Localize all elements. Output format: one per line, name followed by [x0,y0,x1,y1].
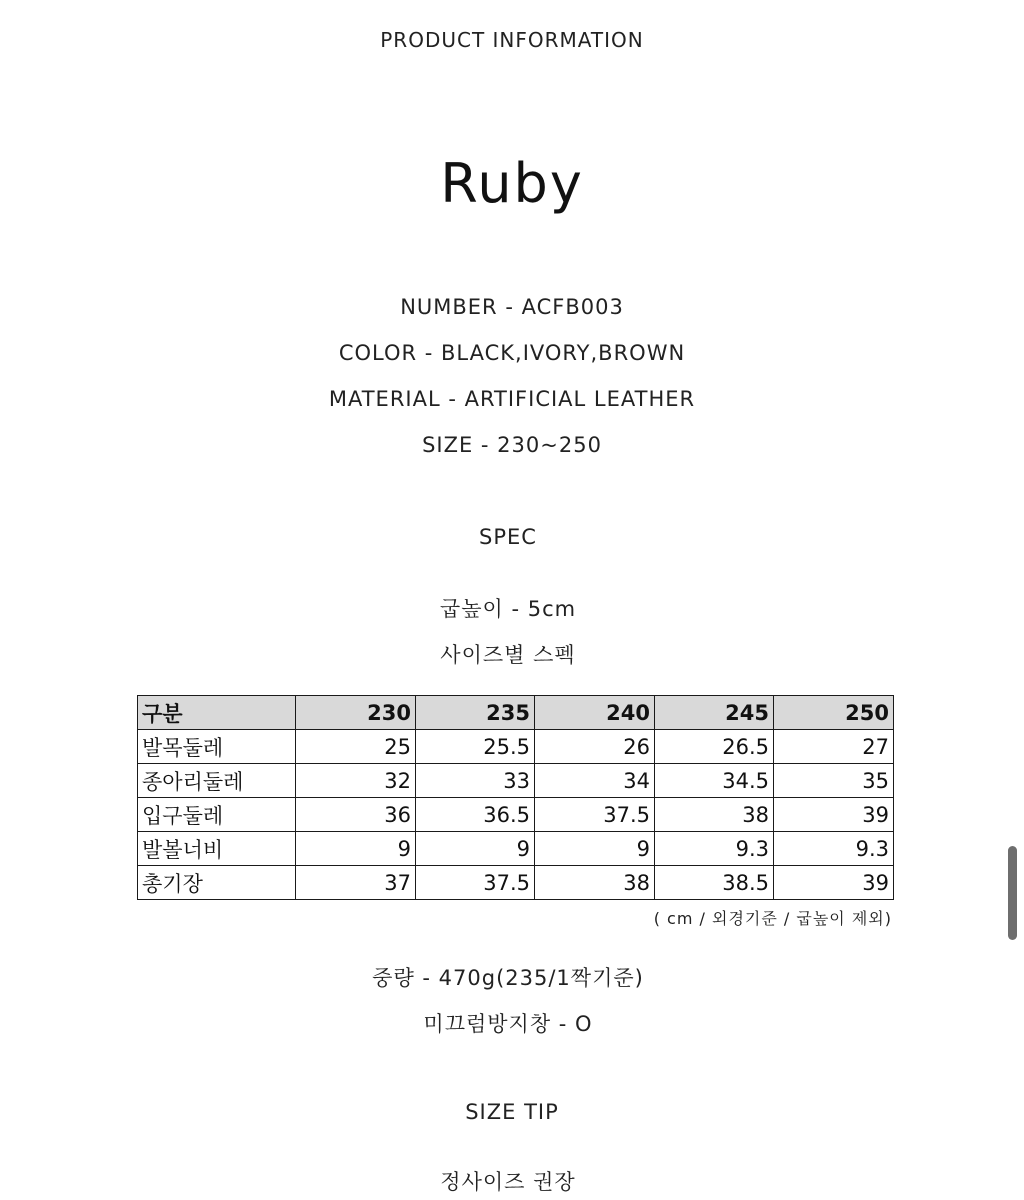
table-cell: 39 [774,866,894,900]
table-cell: 38 [655,798,774,832]
table-cell: 37.5 [416,866,535,900]
table-cell: 27 [774,730,894,764]
table-cell: 33 [416,764,535,798]
table-cell: 32 [296,764,416,798]
table-cell: 26 [535,730,655,764]
table-header-cell: 250 [774,696,894,730]
anti-slip-info: 미끄럼방지창 - O [423,1012,593,1036]
table-header-cell: 230 [296,696,416,730]
table-cell: 발목둘레 [138,730,296,764]
table-cell: 39 [774,798,894,832]
table-row [138,866,894,900]
section-header: PRODUCT INFORMATION [380,28,644,52]
table-cell: 37 [296,866,416,900]
spec-heading: SPEC [479,525,537,549]
table-cell: 25.5 [416,730,535,764]
table-header-row [138,696,894,730]
size-spec-table [137,695,894,900]
table-cell: 36 [296,798,416,832]
table-cell: 38.5 [655,866,774,900]
table-header-cell: 235 [416,696,535,730]
table-row [138,832,894,866]
table-cell: 9 [416,832,535,866]
table-cell: 9 [296,832,416,866]
table-row [138,798,894,832]
product-title: Ruby [440,152,584,215]
product-number: NUMBER - ACFB003 [400,295,624,319]
heel-height: 굽높이 - 5cm [439,597,577,621]
table-cell: 9.3 [655,832,774,866]
size-spec-label: 사이즈별 스펙 [440,643,576,667]
table-cell: 38 [535,866,655,900]
weight-info: 중량 - 470g(235/1짝기준) [372,966,644,990]
table-cell: 25 [296,730,416,764]
size-tip-heading: SIZE TIP [465,1100,559,1124]
table-cell: 종아리둘레 [138,764,296,798]
size-tip-text: 정사이즈 권장 [440,1170,576,1194]
table-row [138,730,894,764]
table-footnote: ( cm / 외경기준 / 굽높이 제외) [653,909,892,928]
table-cell: 35 [774,764,894,798]
table-cell: 9 [535,832,655,866]
table-header-cell: 구분 [138,696,296,730]
table-cell: 입구둘레 [138,798,296,832]
product-color: COLOR - BLACK,IVORY,BROWN [338,341,686,365]
table-cell: 총기장 [138,866,296,900]
table-cell: 36.5 [416,798,535,832]
table-cell: 37.5 [535,798,655,832]
product-size: SIZE - 230~250 [422,433,602,457]
vertical-scrollbar[interactable] [1008,846,1017,940]
table-row [138,764,894,798]
table-cell: 26.5 [655,730,774,764]
table-header-cell: 245 [655,696,774,730]
table-header-cell: 240 [535,696,655,730]
table-cell: 34.5 [655,764,774,798]
table-cell: 34 [535,764,655,798]
product-material: MATERIAL - ARTIFICIAL LEATHER [328,387,696,411]
table-cell: 발볼너비 [138,832,296,866]
table-cell: 9.3 [774,832,894,866]
